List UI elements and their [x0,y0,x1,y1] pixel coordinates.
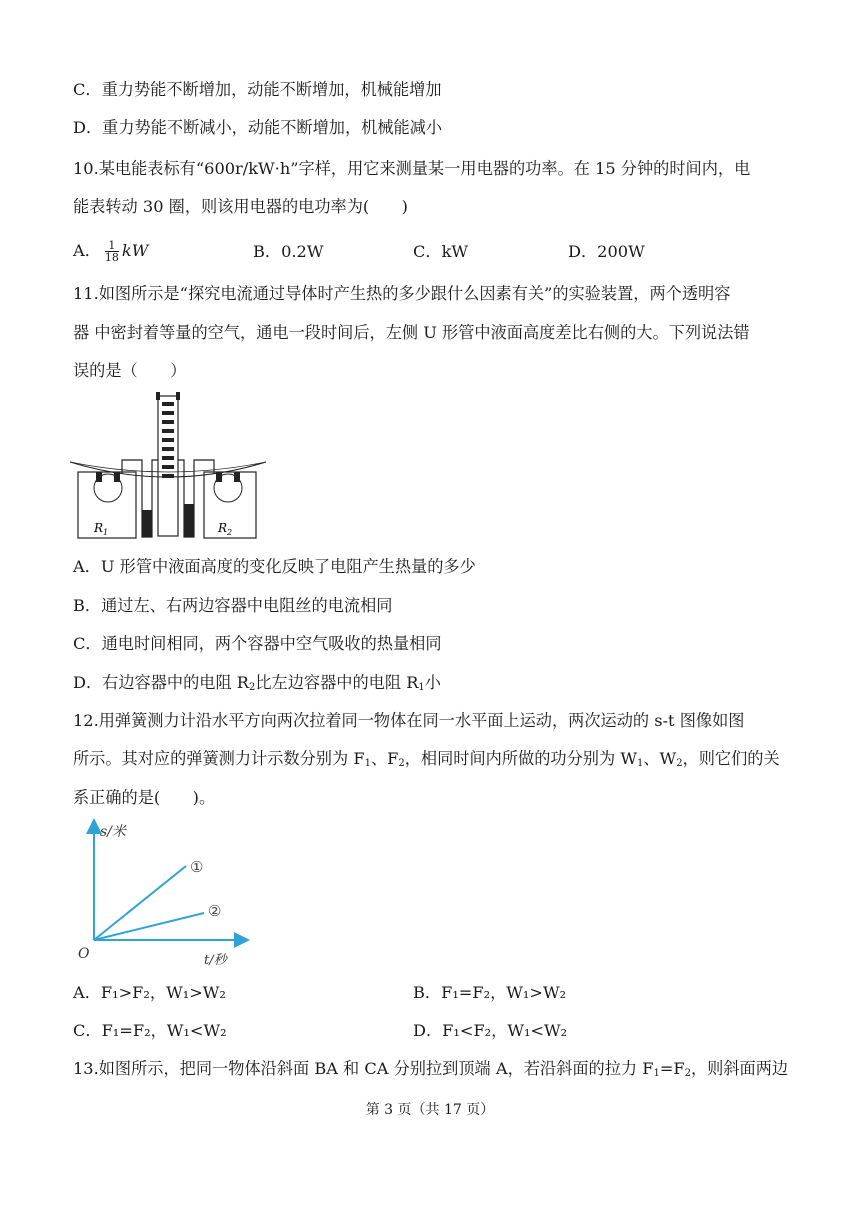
q11-stem-line1: 11.如图所示是“探究电流通过导体时产生热的多少跟什么因素有关”的实验装置，两个透明容 [73,284,731,303]
label-r1: $R_1$ [94,521,109,537]
q12-option-c: C．F₁=F₂，W₁<W₂ [73,1021,227,1040]
q11-stem-line2: 器 中密封着等量的空气，通电一段时间后，左侧 U 形管中液面高度差比右侧的大。下列说法错 [73,323,750,342]
q11-option-b: B．通过左、右两边容器中电阻丝的电流相同 [73,596,393,615]
x-axis-label: t/秒 [204,953,227,968]
line-1-label: ① [190,858,204,876]
q12-stem-line2: 所示。其对应的弹簧测力计示数分别为 $F_1$、$F_2$，相同时间内所做的功分别为 $W_1$、$W_2$，则它们的关 [73,749,780,769]
label-r2: $R_2$ [218,521,233,537]
q11-option-a: A．U 形管中液面高度的变化反映了电阻产生热量的多少 [73,557,476,576]
origin-label: O [78,946,90,962]
q12-stem-line1: 12.用弹簧测力计沿水平方向两次拉着同一物体在同一水平面上运动，两次运动的 s-t 图像如图 [73,711,745,730]
q11-option-c: C．通电时间相同，两个容器中空气吸收的热量相同 [73,634,442,653]
q11-option-d: D．右边容器中的电阻 $R_2$比左边容器中的电阻 $R_1$小 [73,673,441,693]
q11-apparatus-figure [68,392,268,542]
q10-option-c: C．kW [413,242,469,261]
fraction: $\frac{1}{18}$ [104,239,119,264]
q10-stem-line2: 能表转动 30 圈，则该用电器的电功率为( ) [73,197,408,216]
q10-stem-line1: 10.某电能表标有“600r/kW·h”字样，用它来测量某一用电器的功率。在 15 分钟的时间内，电 [73,159,751,178]
q12-option-b: B．F₁=F₂，W₁>W₂ [413,983,567,1002]
q10-option-b: B．0.2W [253,242,324,261]
q12-st-graph [76,818,256,968]
y-axis-label: s/米 [100,824,126,840]
q9-option-d: D．重力势能不断减小，动能不断增加，机械能减小 [73,118,443,137]
q10-option-a: A． $\frac{1}{18}$ kW [73,239,149,264]
q12-stem-line3: 系正确的是( )。 [73,788,216,807]
page-footer: 第 3 页（共 17 页） [365,1102,495,1118]
q12-option-a: A．F₁>F₂，W₁>W₂ [73,983,226,1002]
q9-option-c: C．重力势能不断增加，动能不断增加，机械能增加 [73,80,442,99]
q11-stem-line3: 误的是（ ） [73,361,187,380]
q12-option-d: D．F₁<F₂，W₁<W₂ [413,1021,568,1040]
q10-option-d: D．200W [568,242,645,261]
line-2-label: ② [208,902,222,920]
q13-stem-line1: 13.如图所示，把同一物体沿斜面 BA 和 CA 分别拉到顶端 A，若沿斜面的拉力 $F_1=F_2$，则斜面两边 [73,1059,789,1079]
